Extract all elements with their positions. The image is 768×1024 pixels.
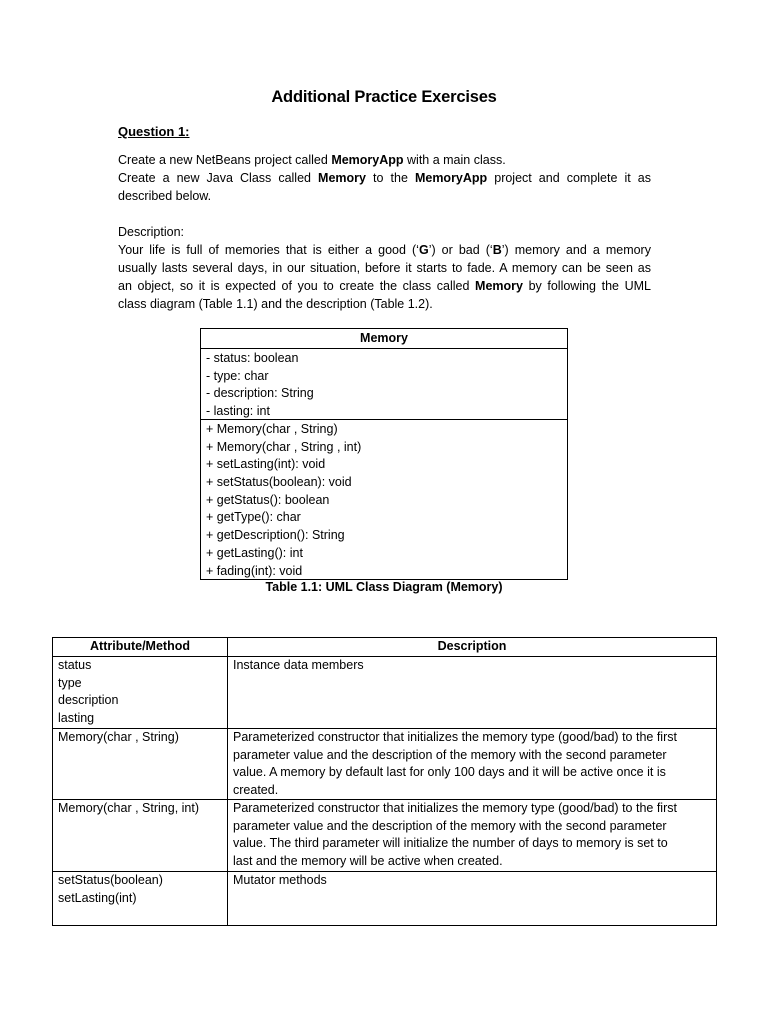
description-heading: Description: xyxy=(118,225,184,239)
description-paragraph xyxy=(118,223,651,313)
table-row xyxy=(53,657,717,729)
intro-line-3: described below. xyxy=(118,189,212,203)
uml-attribute: - description: String xyxy=(206,386,314,401)
table-cell-description: Parameterized constructor that initializes the memory type (good/bad) to the first parameter value and the description of the memory with the second parameter value. A memory by default last for only 100 days and it will be active once it is created. xyxy=(228,729,717,800)
uml-caption: Table 1.1: UML Class Diagram (Memory) xyxy=(265,580,503,594)
uml-methods xyxy=(201,420,567,580)
uml-method: + setLasting(int): void xyxy=(206,457,326,472)
table-row xyxy=(53,800,717,872)
table-cell-description: Mutator methods xyxy=(228,872,717,926)
table-cell-description: Instance data members xyxy=(228,657,717,729)
table-cell-description: Parameterized constructor that initializes the memory type (good/bad) to the first parameter value and the description of the memory with the second parameter value. The third parameter will initialize the number of days to memory is set to last and the memory will be active when created. xyxy=(228,800,717,872)
uml-attributes xyxy=(201,349,567,420)
description-line-3: an object, so it is expected of you to create the class called Memory by following the UML xyxy=(118,279,651,293)
description-line-2: usually lasts several days, in our situation, before it starts to fade. A memory can be seen as xyxy=(118,261,651,275)
uml-method: + Memory(char , String , int) xyxy=(206,439,362,454)
question-heading: Question 1: xyxy=(118,124,190,139)
uml-method: + Memory(char , String) xyxy=(206,422,338,436)
uml-method: + getStatus(): boolean xyxy=(206,492,330,507)
description-table xyxy=(52,637,717,926)
table-row xyxy=(53,872,717,926)
table-cell-attribute: Memory(char , String) xyxy=(53,729,228,800)
uml-method: + getDescription(): String xyxy=(206,528,345,543)
table-header: Description xyxy=(228,638,717,657)
table-cell-attribute: setStatus(boolean) setLasting(int) xyxy=(53,872,228,926)
table-header-row xyxy=(53,638,717,657)
page-title: Additional Practice Exercises xyxy=(271,88,497,106)
intro-paragraph xyxy=(118,151,651,205)
description-line-4: class diagram (Table 1.1) and the description (Table 1.2). xyxy=(118,297,433,311)
intro-line-2: Create a new Java Class called Memory to the MemoryApp project and complete it as xyxy=(118,171,651,185)
uml-attribute: - lasting: int xyxy=(206,404,270,419)
uml-class-diagram xyxy=(200,328,568,580)
table-cell-attribute: Memory(char , String, int) xyxy=(53,800,228,872)
uml-method: + fading(int): void xyxy=(206,563,303,578)
table-cell-attribute: status type description lasting xyxy=(53,657,228,729)
uml-method: + getType(): char xyxy=(206,510,301,525)
description-line-1: Your life is full of memories that is either a good (‘G’) or bad (‘B’) memory and a memory xyxy=(118,243,651,257)
uml-method: + getLasting(): int xyxy=(206,545,303,560)
uml-method: + setStatus(boolean): void xyxy=(206,475,352,490)
table-row xyxy=(53,729,717,800)
uml-class-name: Memory xyxy=(201,329,567,349)
table-header: Attribute/Method xyxy=(53,638,228,657)
uml-attribute: - type: char xyxy=(206,368,269,383)
intro-line-1: Create a new NetBeans project called MemoryApp with a main class. xyxy=(118,153,506,167)
uml-attribute: - status: boolean xyxy=(206,351,299,365)
